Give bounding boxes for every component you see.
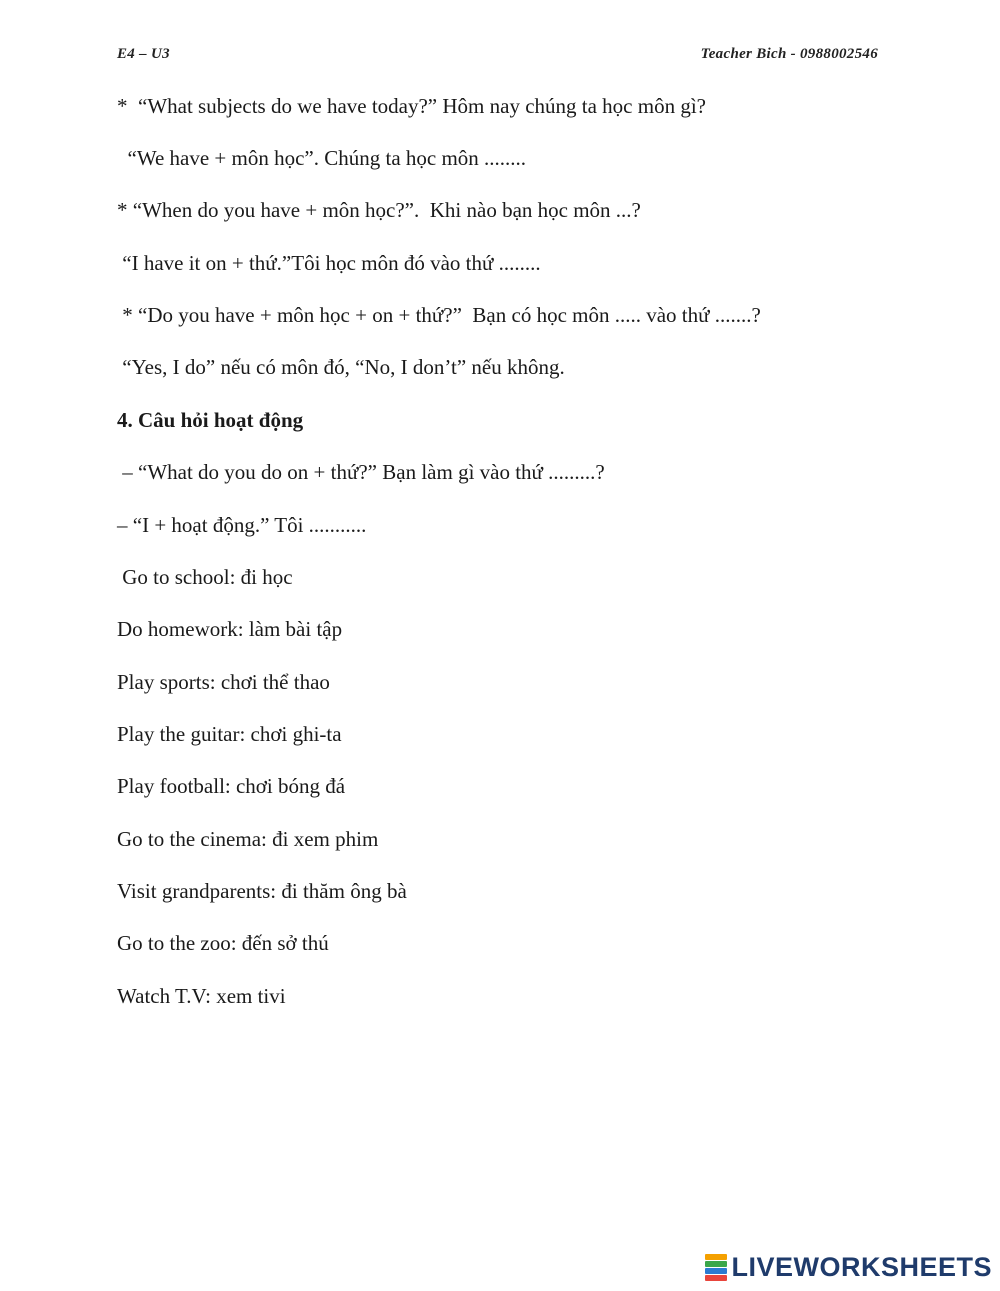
liveworksheets-icon bbox=[705, 1254, 727, 1281]
text-line: “I have it on + thứ.”Tôi học môn đó vào thứ ........ bbox=[117, 251, 541, 275]
vocab-item: Play sports: chơi thể thao bbox=[117, 670, 330, 694]
vocab-item: Go to the zoo: đến sở thú bbox=[117, 931, 329, 955]
vocab-item: Visit grandparents: đi thăm ông bà bbox=[117, 879, 407, 903]
brand-name: LIVEWORKSHEETS bbox=[731, 1251, 992, 1282]
vocab-item: Go to school: đi học bbox=[117, 565, 293, 589]
vocab-item: Play football: chơi bóng đá bbox=[117, 774, 346, 798]
text-line: – “I + hoạt động.” Tôi ........... bbox=[117, 513, 367, 537]
vocab-item: Go to the cinema: đi xem phim bbox=[117, 827, 379, 851]
unit-label: E4 – U3 bbox=[117, 46, 170, 62]
text-line: * “When do you have + môn học?”. Khi nào bạn học môn ...? bbox=[117, 198, 641, 222]
vocab-item: Play the guitar: chơi ghi-ta bbox=[117, 722, 342, 746]
text-line: “We have + môn học”. Chúng ta học môn ........ bbox=[117, 146, 527, 170]
section-heading: 4. Câu hỏi hoạt động bbox=[117, 408, 304, 432]
liveworksheets-logo bbox=[705, 1251, 992, 1283]
teacher-contact: Teacher Bich - 0988002546 bbox=[700, 46, 878, 62]
vocab-item: Do homework: làm bài tập bbox=[117, 617, 343, 641]
vocab-item: Watch T.V: xem tivi bbox=[117, 984, 286, 1008]
text-line: – “What do you do on + thứ?” Bạn làm gì vào thứ .........? bbox=[117, 460, 605, 484]
text-line: * “Do you have + môn học + on + thứ?” Bạn có học môn ..... vào thứ .......? bbox=[117, 303, 761, 327]
text-line: “Yes, I do” nếu có môn đó, “No, I don’t” nếu không. bbox=[117, 355, 565, 379]
text-line: * “What subjects do we have today?” Hôm nay chúng ta học môn gì? bbox=[117, 94, 706, 118]
